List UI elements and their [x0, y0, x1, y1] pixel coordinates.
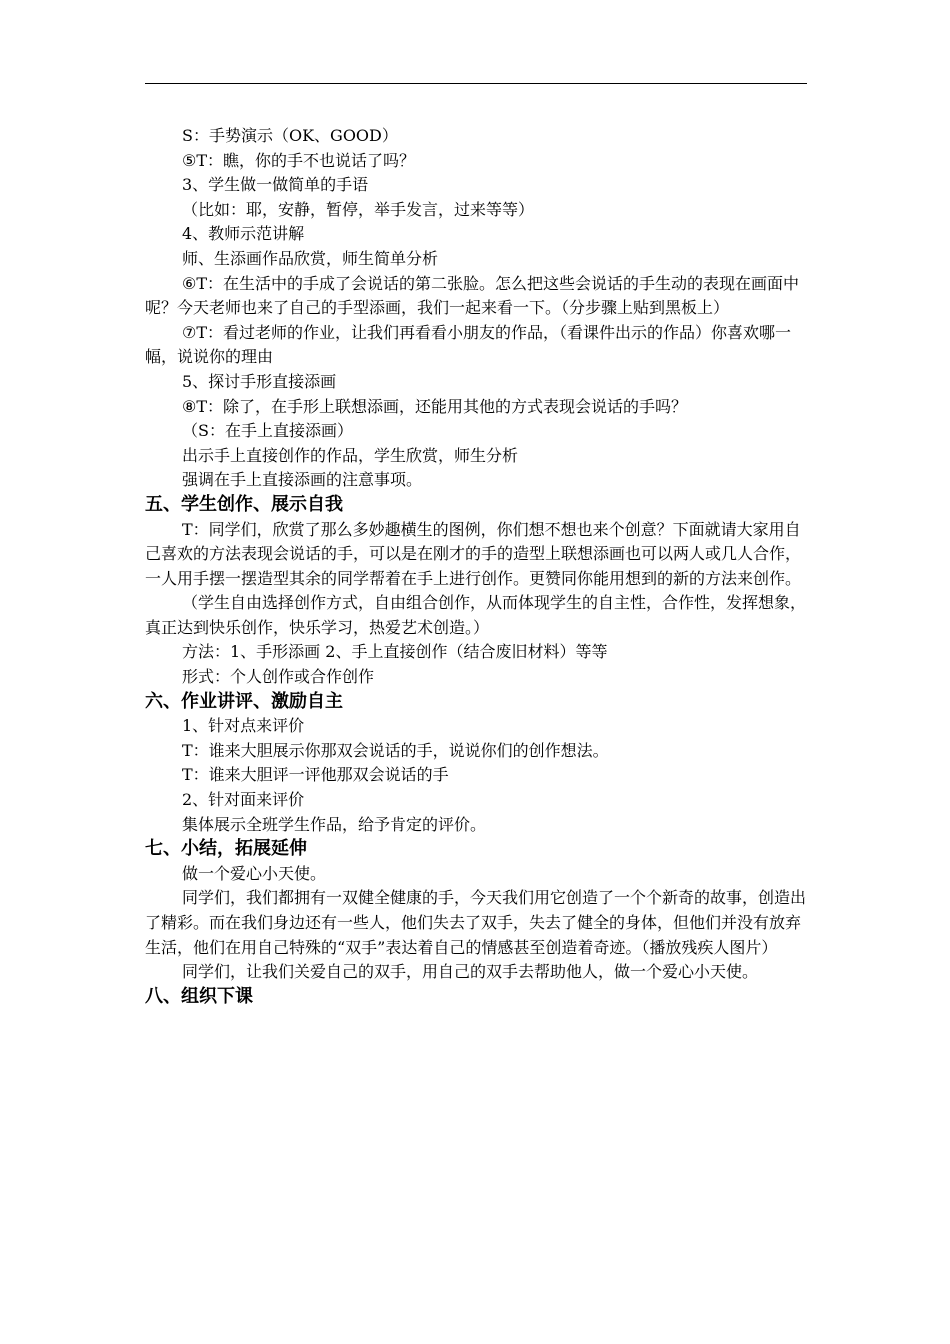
- text-line: 形式：个人创作或合作创作: [182, 667, 375, 687]
- header-rule: [145, 83, 807, 84]
- text-line: 师、生添画作品欣赏，师生简单分析: [182, 248, 439, 268]
- section-heading: 五、学生创作、展示自我: [145, 493, 343, 515]
- text-line: 强调在手上直接添画的注意事项。: [182, 470, 423, 490]
- text-line: （S：在手上直接添画）: [182, 421, 353, 441]
- text-line: 3、学生做一做简单的手语: [182, 175, 369, 195]
- section-heading: 七、小结，拓展延伸: [145, 838, 307, 860]
- text-line: 2、针对面来评价: [182, 790, 305, 810]
- text-paragraph: （学生自由选择创作方式，自由组合创作，从而体现学生的自主性，合作性，发挥想象，真正达到快乐创作，快乐学习，热爱艺术创造。）: [145, 593, 807, 637]
- text-line: T：谁来大胆展示你那双会说话的手，说说你们的创作想法。: [182, 740, 609, 760]
- text-line: ⑧T：除了，在手形上联想添画，还能用其他的方式表现会说话的手吗？: [182, 396, 688, 416]
- section-heading: 六、作业讲评、激励自主: [145, 690, 343, 712]
- text-line: S：手势演示（OK、GOOD）: [182, 126, 398, 145]
- text-line: 做一个爱心小天使。: [182, 863, 327, 883]
- text-line: 出示手上直接创作的作品，学生欣赏，师生分析: [182, 445, 519, 465]
- text-line: 4、教师示范讲解: [182, 224, 305, 244]
- text-line: 5、探讨手形直接添画: [182, 371, 337, 391]
- text-paragraph: ⑦T：看过老师的作业，让我们再看看小朋友的作品，（看课件出示的作品）你喜欢哪一幅，说说你的理由: [145, 322, 792, 367]
- text-line: （比如：耶，安静，暂停，举手发言，过来等等）: [182, 199, 535, 219]
- text-line: 1、针对点来评价: [182, 716, 305, 736]
- text-paragraph: 同学们，我们都拥有一双健全健康的手，今天我们用它创造了一个个新奇的故事，创造出了精彩。而在我们身边还有一些人，他们失去了双手，失去了健全的身体，但他们并没有放弃生活，他们在用自己特殊的“双手”表达着自己的情感甚至创造着奇迹。（播放残疾人图片）: [145, 888, 807, 957]
- text-paragraph: T：同学们，欣赏了那么多妙趣横生的图例，你们想不想也来个创意？下面就请大家用自己喜欢的方法表现会说话的手，可以是在刚才的手的造型上联想添画也可以两人或几人合作，一人用手摆一摆造型其余的同学帮着在手上进行创作。更赞同你能用想到的新的方法来创作。: [145, 519, 802, 588]
- text-line: 方法：1、手形添画 2、手上直接创作（结合废旧材料）等等: [182, 642, 608, 662]
- section-heading: 八、组织下课: [145, 985, 253, 1007]
- text-line: 集体展示全班学生作品，给予肯定的评价。: [182, 814, 487, 834]
- text-paragraph: ⑥T：在生活中的手成了会说话的第二张脸。怎么把这些会说话的手生动的表现在画面中呢？今天老师也来了自己的手型添画，我们一起来看一下。（分步骤上贴到黑板上）: [145, 273, 800, 318]
- text-line: ⑤T：瞧，你的手不也说话了吗？: [182, 150, 416, 170]
- document-body: [145, 124, 807, 1009]
- text-paragraph: 同学们，让我们关爱自己的双手，用自己的双手去帮助他人，做一个爱心小天使。: [182, 962, 759, 982]
- text-line: T：谁来大胆评一评他那双会说话的手: [182, 765, 449, 785]
